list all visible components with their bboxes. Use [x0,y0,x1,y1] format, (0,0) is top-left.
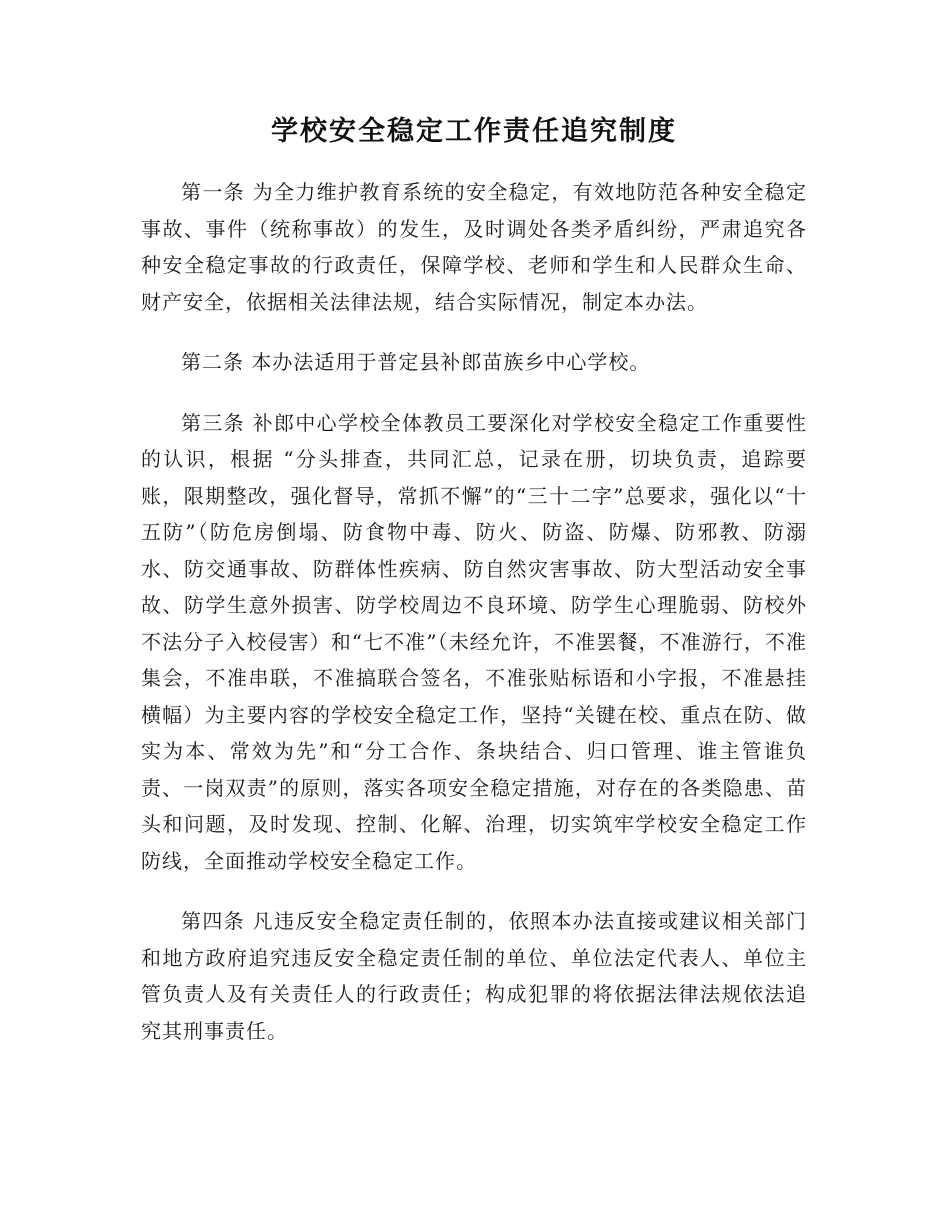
document-title: 学校安全稳定工作责任追究制度 [271,116,677,147]
article-1: 第一条 为全力维护教育系统的安全稳定，有效地防范各种安全稳定事故、事件（统称事故）的发生，及时调处各类矛盾纠纷，严肃追究各种安全稳定事故的行政责任，保障学校、老师和学生和人民群众生命、财产安全，依据相关法律法规，结合实际情况，制定本办法。 [141,180,807,314]
article-3: 第三条 补郎中心学校全体教员工要深化对学校安全稳定工作重要性的认识，根据 “分头排查，共同汇总，记录在册，切块负责，追踪要账，限期整改，强化督导，常抓不懈”的“三十二字”总要求，强化以“十五防”（防危房倒塌、防食物中毒、防火、防盗、防爆、防邪教、防溺水、防交通事故、防群体性疾病、防自然灾害事故、防大型活动安全事故、防学生意外损害、防学校周边不良环境、防学生心理脆弱、防校外不法分子入校侵害）和“七不准”（未经允许，不准罢餐，不准游行，不准集会，不准串联，不准搞联合签名，不准张贴标语和小字报，不准悬挂横幅）为主要内容的学校安全稳定工作，坚持“关键在校、重点在防、做实为本、常效为先”和“分工合作、条块结合、归口管理、谁主管谁负责、一岗双责”的原则，落实各项安全稳定措施，对存在的各类隐患、苗头和问题，及时发现、控制、化解、治理，切实筑牢学校安全稳定工作防线，全面推动学校安全稳定工作。 [141,410,807,873]
article-4: 第四条 凡违反安全稳定责任制的，依照本办法直接或建议相关部门和地方政府追究违反安全稳定责任制的单位、单位法定代表人、单位主管负责人及有关责任人的行政责任；构成犯罪的将依据法律法规依法追究其刑事责任。 [141,909,807,1043]
article-2: 第二条 本办法适用于普定县补郎苗族乡中心学校。 [181,350,651,374]
document-page [141,112,807,1073]
